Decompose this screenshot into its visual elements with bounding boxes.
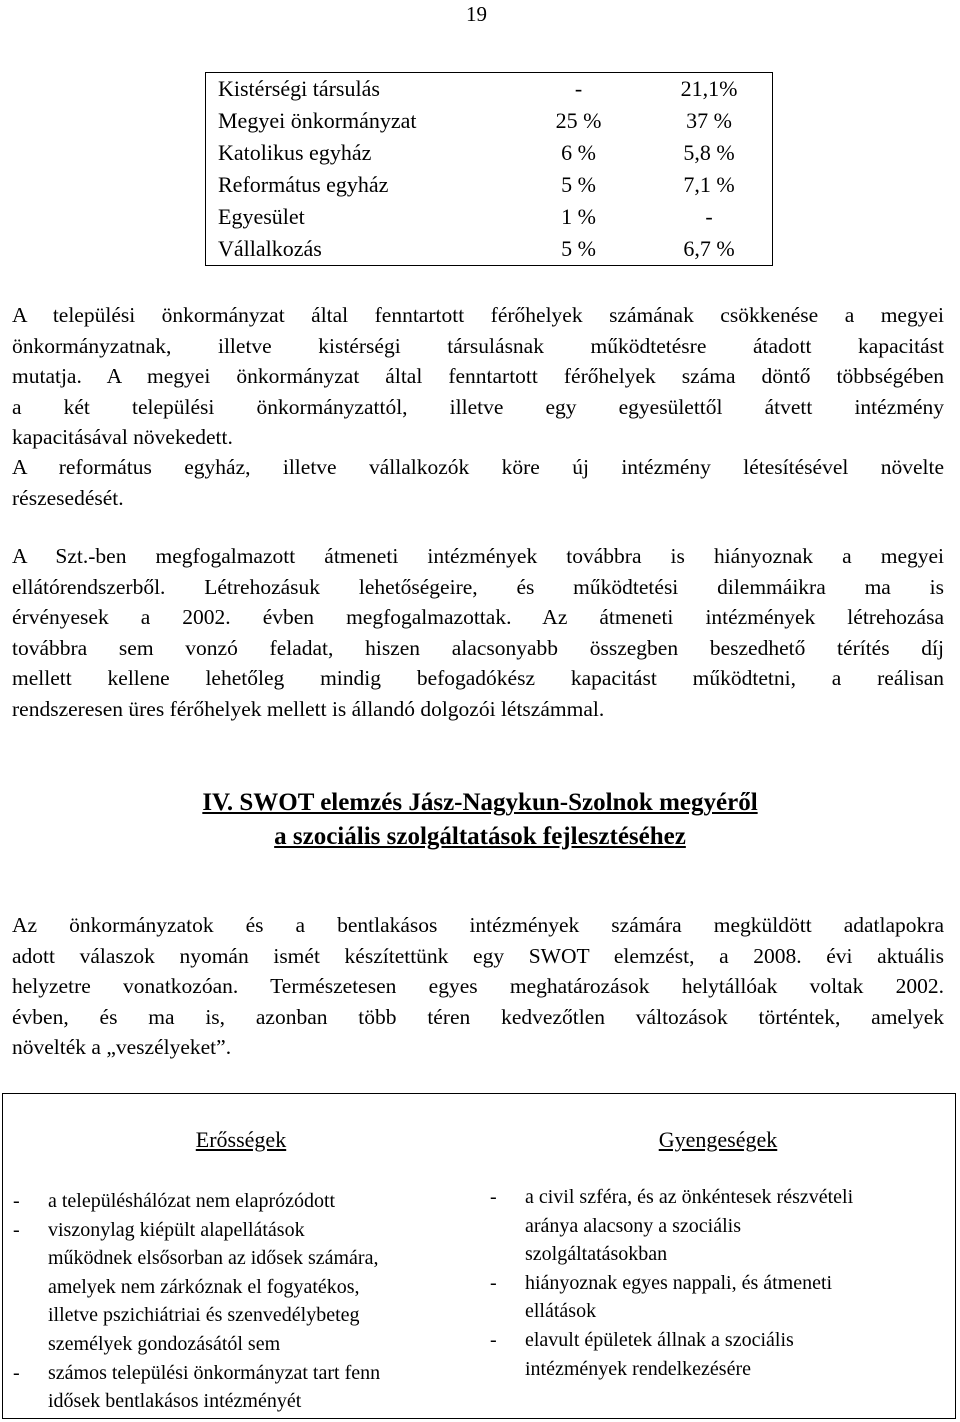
table-row [206, 201, 773, 233]
value-2002: 5 % [561, 236, 596, 261]
bullet-dash: - [13, 1218, 20, 1241]
list-item [11, 1187, 380, 1216]
value-2002: 1 % [561, 204, 596, 229]
text-line: A települési önkormányzat által fenntartott férőhelyek számának csökkenése a megyei [12, 303, 944, 327]
list-item [488, 1326, 853, 1383]
row-label: Egyesület [218, 204, 305, 229]
list-item-text: hiányoznak egyes nappali, és átmeneti ellátások [525, 1271, 833, 1323]
section-title-line: a szociális szolgáltatások fejlesztéséhez [274, 823, 686, 850]
text-line: rendszeresen üres férőhelyek mellett is állandó dolgozói létszámmal. [12, 696, 605, 721]
row-label: Kistérségi társulás [218, 76, 380, 101]
text-line: mutatja. A megyei önkormányzat által fenntartott férőhelyek száma döntő többségében [12, 364, 944, 389]
value-2008: 7,1 % [683, 172, 735, 197]
text-line: ellátórendszerből. Létrehozásuk lehetőségeire, és működtetési dilemmáikra ma is [12, 574, 944, 599]
list-item-text: viszonylag kiépült alapellátások működnek elsősorban az idősek számára, amelyek nem zárkóznak el fogyatékos, illetve pszichiátriai és szenvedélybeteg személyek gondozásától sem [48, 1218, 379, 1355]
value-2008: 21,1% [680, 76, 738, 101]
strengths-list [11, 1187, 380, 1416]
value-2002: 5 % [561, 172, 596, 197]
paragraph-swot-intro [12, 910, 944, 1063]
text-line: évben, és ma is, azonban több téren kedvezőtlen változások történtek, amelyek [12, 1004, 944, 1029]
value-2008: 37 % [686, 108, 732, 133]
list-item [488, 1269, 853, 1326]
paragraph-reformed-church [12, 452, 944, 513]
value-2008: 6,7 % [683, 236, 735, 261]
paragraph-transitional-institutions [12, 541, 944, 725]
bullet-dash: - [13, 1190, 20, 1212]
list-item-text: elavult épületek állnak a szociális intézmények rendelkezésére [525, 1328, 794, 1380]
text-line: helyzetre vonatkozóan. Természetesen egyes meghatározások helytállóak voltak 2002. [12, 974, 944, 999]
row-label: Vállalkozás [218, 236, 322, 261]
list-item-text: a civil szféra, és az önkéntesek részvételi aránya alacsony a szociális szolgáltatásokban [525, 1186, 854, 1266]
bullet-dash: - [490, 1328, 497, 1351]
value-2002: 25 % [555, 108, 602, 133]
text-line: önkormányzatnak, illetve kistérségi társulásnak működtetésre átadott kapacitást [12, 333, 944, 358]
table-row [206, 233, 773, 266]
swot-box [2, 1093, 956, 1419]
weaknesses-heading: Gyengeségek [658, 1127, 778, 1152]
row-label: Katolikus egyház [218, 140, 372, 165]
value-2008: 5,8 % [683, 140, 735, 165]
strengths-heading: Erősségek [195, 1127, 287, 1152]
text-line: mellett kellene lehetőleg mindig befogadókész kapacitást működtetni, a reálisan [12, 666, 944, 691]
value-2002: - [574, 76, 583, 101]
list-item [488, 1183, 853, 1269]
row-label: Megyei önkormányzat [218, 108, 417, 133]
list-item-text: számos települési önkormányzat tart fenn idősek bentlakásos intézményét [48, 1361, 381, 1413]
text-line: A Szt.-ben megfogalmazott átmeneti intézmények továbbra is hiányoznak a megyei [12, 544, 944, 568]
text-line: érvényesek a 2002. évben megfogalmazottak. Az átmeneti intézmények létrehozása [12, 605, 944, 630]
table-row [206, 73, 773, 106]
list-item-text: a településhálózat nem elaprózódott [48, 1190, 336, 1212]
section-title [0, 786, 960, 854]
row-label: Református egyház [218, 172, 389, 197]
text-line: továbbra sem vonzó feladat, hiszen alacsonyabb összegben beszedhető térítés díj [12, 635, 944, 660]
value-2002: 6 % [561, 140, 596, 165]
text-line: A református egyház, illetve vállalkozók köre új intézmény létesítésével növelte [12, 455, 944, 479]
text-line: a két települési önkormányzattól, illetve egy egyesülettől átvett intézmény [12, 394, 944, 419]
stats-table [205, 72, 773, 266]
bullet-dash: - [490, 1186, 497, 1208]
text-line: növelték a „veszélyeket”. [12, 1035, 232, 1060]
paragraph-capacity-change [12, 300, 944, 453]
section-title-line: IV. SWOT elemzés Jász-Nagykun-Szolnok megyéről [202, 789, 758, 816]
text-line: adott válaszok nyomán ismét készítettünk egy SWOT elemzést, a 2008. évi aktuális [12, 943, 944, 968]
value-2008: - [705, 204, 713, 229]
bullet-dash: - [490, 1271, 497, 1294]
text-line: részesedését. [12, 485, 124, 510]
page-number: 19 [466, 2, 487, 26]
list-item [11, 1216, 380, 1359]
weaknesses-list [488, 1183, 853, 1383]
table-row [206, 169, 773, 201]
bullet-dash: - [13, 1361, 20, 1384]
table-row [206, 137, 773, 169]
list-item [11, 1359, 380, 1416]
text-line: Az önkormányzatok és a bentlakásos intézmények számára megküldött adatlapokra [12, 913, 944, 937]
table-row [206, 105, 773, 137]
text-line: kapacitásával növekedett. [12, 425, 233, 450]
